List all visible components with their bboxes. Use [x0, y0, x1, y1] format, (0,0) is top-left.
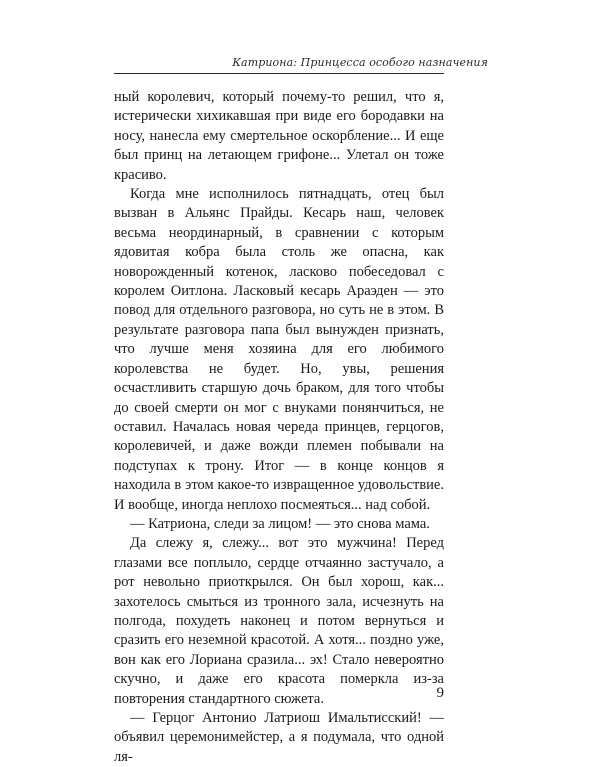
paragraph-5: — Герцог Антонио Латриош Имальтисский! — объявил церемонимейстер, а я подумала, что одной ля-: [114, 710, 444, 765]
body-text: [114, 88, 444, 767]
running-header: Катриона: Принцесса особого назначения: [232, 56, 488, 69]
page-number: 9: [436, 685, 444, 701]
paragraph-1: ный королевич, который почему-то решил, что я, истерически хихикавшая при виде его бородавки на носу, нанесла ему смертельное оскорбление... И еще был принц на летающем грифоне... Улетал он тоже красиво.: [114, 89, 444, 183]
paragraph-4: Да слежу я, слежу... вот это мужчина! Перед глазами все поплыло, сердце отчаянно застучало, а рот невольно приоткрылся. Он был хорош, как... захотелось смыться из тронного зала, исчезнуть на полгода, похудеть наконец и потом вернуться и сразить его неземной красотой. А хотя... поздно уже, вон как его Лориана сразила... эх! Стало невероятно скучно, и даже его красота померкла из-за повторения стандартного сюжета.: [114, 535, 444, 707]
paragraph-3: — Катриона, следи за лицом! — это снова мама.: [130, 515, 430, 532]
header-rule: [114, 73, 444, 74]
paragraph-2: Когда мне исполнилось пятнадцать, отец был вызван в Альянс Прайды. Кесарь наш, человек весьма неординарный, в сравнении с которым ядовитая кобра была столь же опасна, как новорожденный котенок, ласково побеседовал с королем Оитлона. Ласковый кесарь Араэден — это повод для отдельного разговора, но суть не в этом. В результате разговора папа был вынужден признать, что лучше меня хозяина для его любимого королевства не будет. Но, увы, решения осчастливить старшую дочь браком, для того чтобы до своей смерти он мог с внуками понянчиться, не оставил. Началась новая череда принцев, герцогов, королевичей, и даже вожди племен побывали на подступах к трону. Итог — в конце концов я находила в этом какое-то извращенное удовольствие. И вообще, иногда неплохо посмеяться... над собой.: [114, 186, 444, 513]
